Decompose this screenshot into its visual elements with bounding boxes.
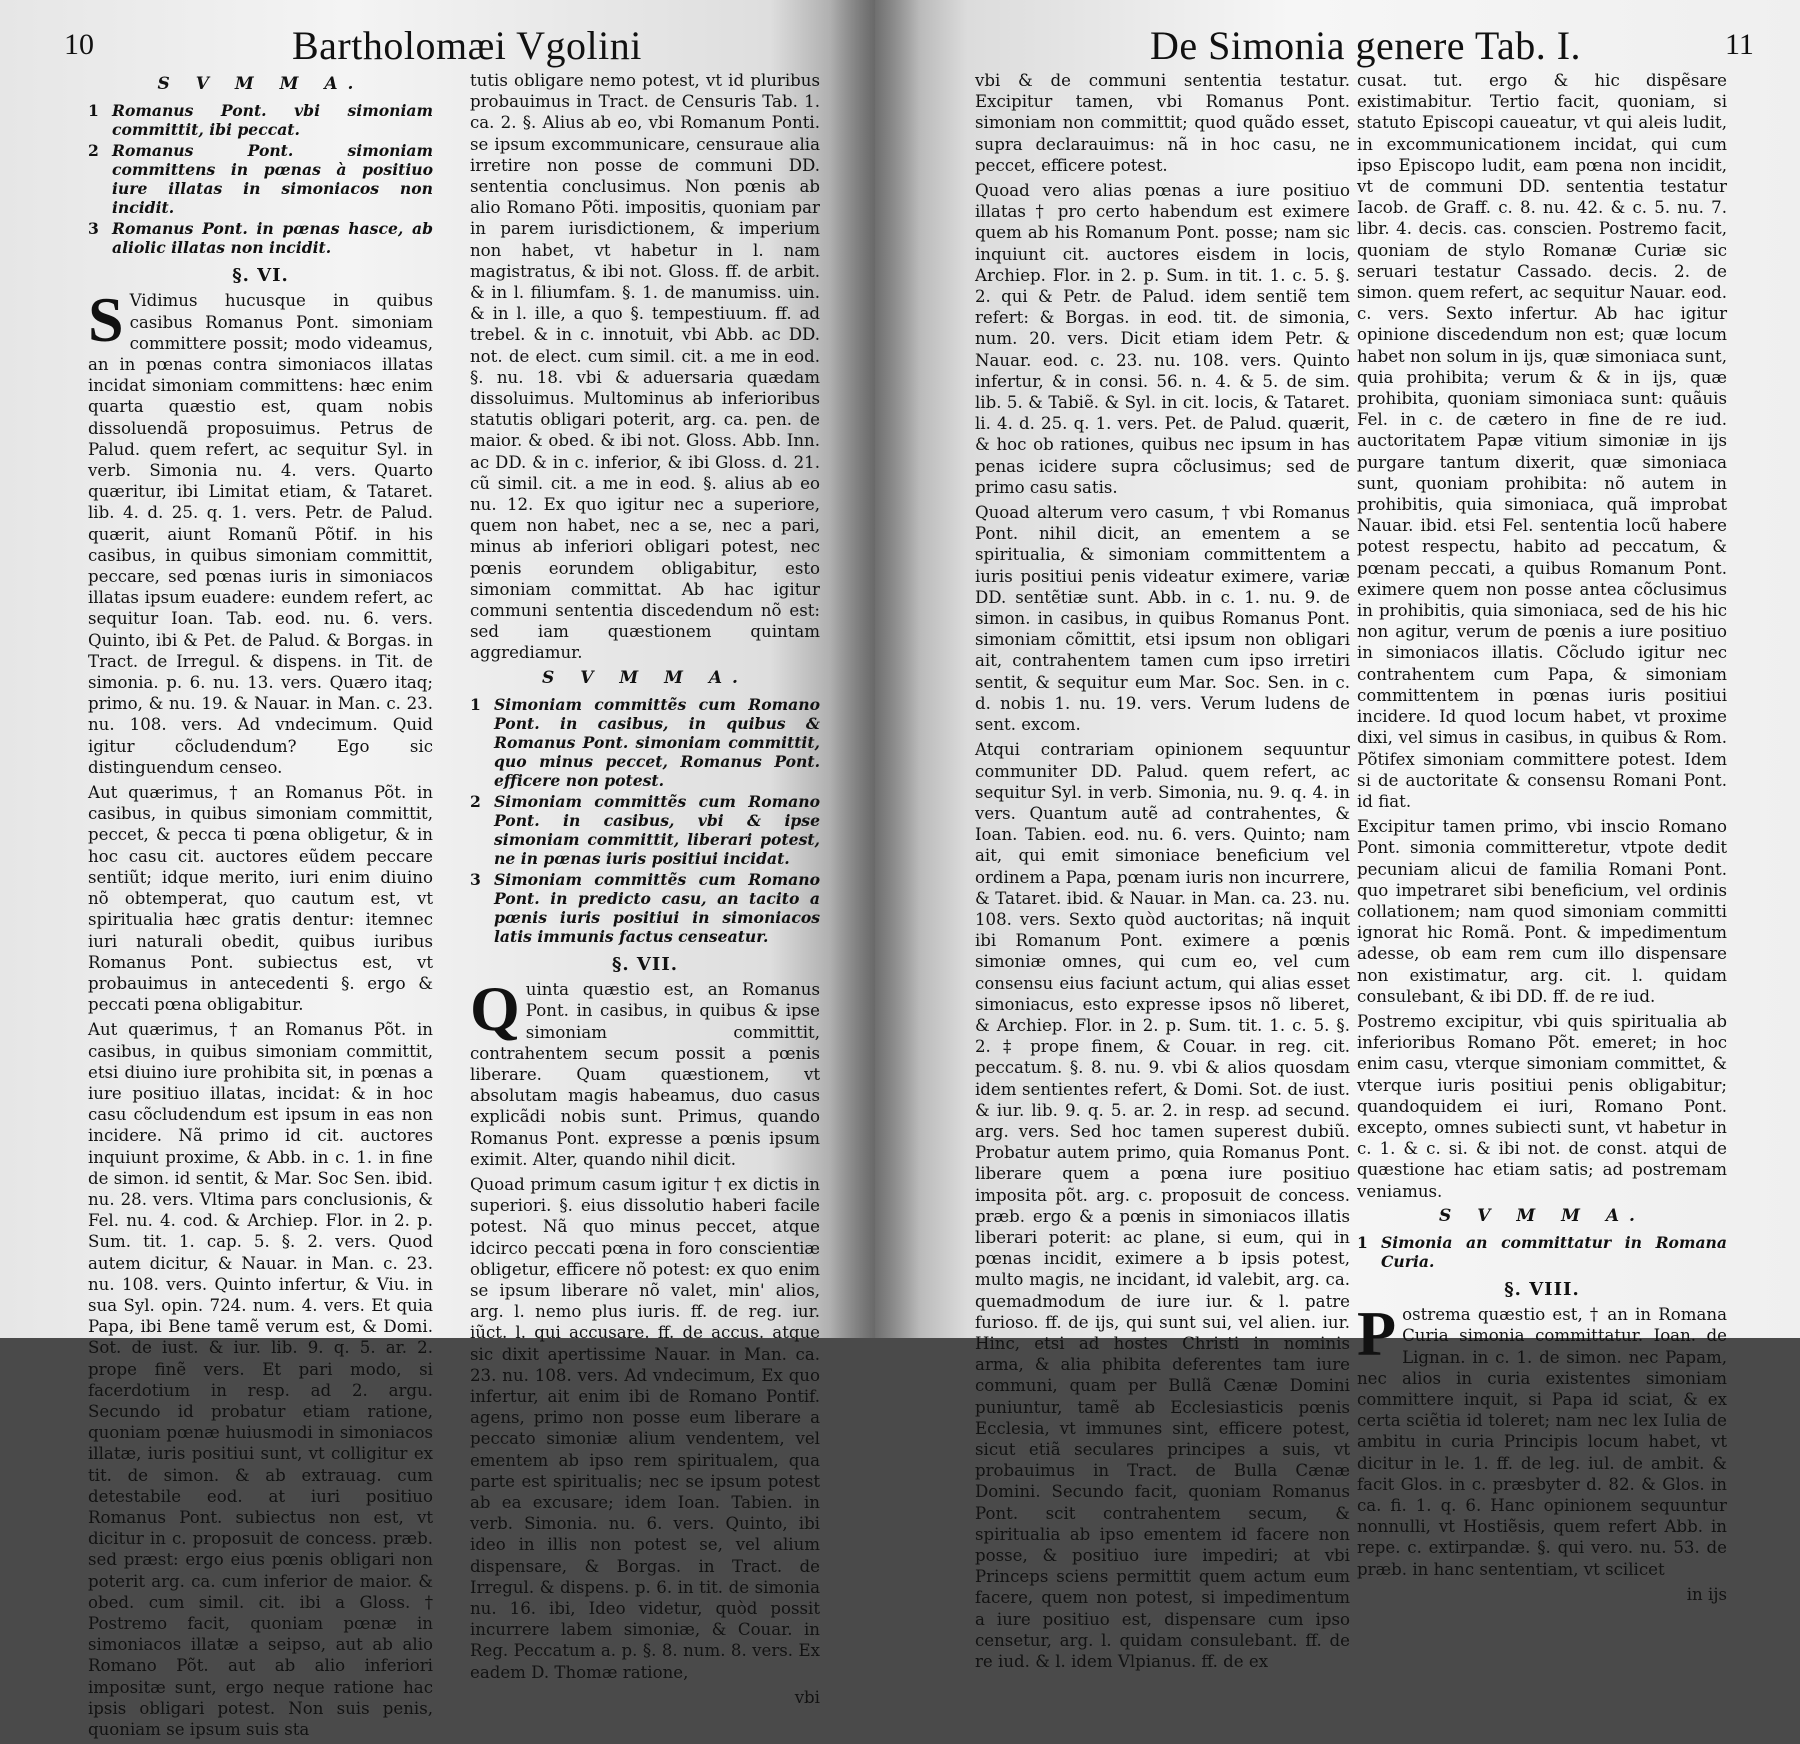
summa-item [470, 695, 820, 790]
right-page [875, 0, 1800, 1672]
paragraph-text: uinta quæstio est, an Romanus Pont. in casibus, in quibus & ipse simoniam committit, contrahentem secum possit a pœnis liberare. Quam quæstionem, vt absolutam magis habeamus, duo casus explicãdi nobis sunt. Primus, quando Romanus Pont. expresse a pœnis ipsum eximit. Alter, quando nihil dicit. [470, 980, 820, 1169]
text-column-2 [470, 70, 820, 1708]
paragraph [1357, 1298, 1727, 1580]
paragraph: Quoad alterum vero casum, † vbi Romanus Pont. nihil dicit, an ementem a se spiritualia, & simoniam committentem a iuris positiui penis videatur eximere, variæ DD. sentẽtiæ sunt. Abb. in c. 1. nu. 9. de simon. in casibus, in quibus Romanus Pont. simoniam cõmittit, etsi ipsum non obligari ait, contrahentem tamen cum ipso irretiri sentit, & sequitur eum Mar. Soc. Sen. in c. d. nobis 1. nu. 19. vers. Verum ludens de sent. excom. [975, 503, 1350, 735]
drop-cap: S [88, 284, 124, 356]
text-column-1 [88, 70, 433, 1744]
summa-item [1357, 1233, 1727, 1271]
running-title: De Simonia genere Tab. I. [1150, 23, 1582, 68]
section-heading: §. VII. [611, 953, 679, 975]
paragraph: Excipitur tamen primo, vbi inscio Romano Pont. simonia committeretur, vtpote dedit pecuniam alicui de familia Romani Pont. quo impetraret sibi beneficium, vel ordinis collationem; nam quod simoniam committi ignorat hic Romã. Pont. & impedimentum adesse, ob eam rem cum illo dispensare non existimatur, arg. cit. l. quidam consulebant, & ibi DD. ff. de re iud. [1357, 817, 1727, 1006]
item-text: Simonia an committatur in Romana Curia. [1381, 1232, 1727, 1271]
paragraph [470, 973, 820, 1170]
item-number: 2 [470, 791, 481, 811]
summa-heading: S V M M A. [1439, 1205, 1645, 1226]
item-number: 1 [88, 101, 99, 121]
paragraph: Atqui contrariam opinionem sequuntur communiter DD. Palud. quem refert, ac sequitur Syl. in verb. Simonia, nu. 9. q. 4. in vers. Quantum autẽ ad contrahentes, & Ioan. Tabien. eod. nu. 6. vers. Quinto; nam ait, qui emit simoniace beneficium vel ordinem a Papa, pœnam iuris non incurrere, & Tataret. ibid. & Nauar. in Man. ca. 23. nu. 108. vers. Sexto quòd auctoritas; nã inquit ibi Romanum Pont. eximere a pœnis simoniæ omnes, qui cum eo, vel cum consensu eius faciunt actum, qui alias esset simoniacus, esto expresse ipsos nõ liberet, & Archiep. Flor. in 2. p. Sum. tit. 1. c. 5. §. 2. ‡ prope finem, & Couar. in reg. cit. peccatum. §. 8. nu. 9. vbi & alios quosdam idem sentientes refert, & Domi. Sot. de iust. & iur. lib. 9. q. 5. ar. 2. in resp. ad secund. arg. vers. Sed hoc tamen superest dubiũ. Probatur autem primo, quia Romanus Pont. liberare quem a pœna iure positiuo imposita põt. arg. c. proposuit de concess. præb. ergo & a pœnis in simoniacos illatis liberari poterit: ac plane, si eum, qui in pœnas incidit, eximere a b ipsis potest, multo magis, ne incidant, id valebit, arg. ca. quemadmodum de iure iur. & l. patre furioso. ff. de ijs, qui sunt sui, vel alien. iur. Hinc, etsi ad hostes Christi in nominis arma, & alia phibita deferentes tam iure communi, quam per Bullã Cænæ Domini puniuntur, tamẽ ab Ecclesiasticis pœnis Ecclesia, vt immunes sint, efficere potest, sicut etiã seculares principes a suis, vt probauimus in Tract. de Bulla Cænæ Domini. Secundo facit, quoniam Romanus Pont. scit contrahentem secum, & spiritualia ab ipso ementem id facere non posse, & positiuo iure impediri; at vbi Princeps sciens permittit quem actum eum facere, quem non potest, si impedimentum a iure positiuo est, dispensare cum ipso censetur, arg. l. quidam consulebant. ff. de re iud. & l. idem Vlpianus. ff. de ex [975, 740, 1350, 1672]
item-number: 1 [470, 694, 481, 714]
paragraph [88, 284, 433, 778]
paragraph-text: Vidimus hucusque in quibus casibus Romanus Pont. simoniam committere possit; modo videamus, an in pœnas contra simoniacos illatas incidat simoniam committens: hæc enim quarta quæstio est, quam nobis dissoluendã proposuimus. Petrus de Palud. quem refert, ac sequitur Syl. in verb. Simonia nu. 4. vers. Quarto quæritur, ibi Limitat etiam, & Tataret. lib. 4. d. 25. q. 1. vers. Petr. de Palud. quærit, aiunt Romanũ Põtif. in his casibus, in quibus simoniam committit, peccare, sed pœnas iuris in simoniacos illatas ipsum euadere: eundem refert, ac sequitur Ioan. Tab. eod. nu. 6. vers. Quinto, ibi & Pet. de Palud. & Borgas. in Tract. de Irregul. & dispens. in Tit. de simonia. p. 6. nu. 13. vers. Quæro itaq; primo, & nu. 19. & Nauar. in Man. c. 23. nu. 108. vers. Ad vndecimum. Quid igitur cõcludendum? Ego sic distinguendum censeo. [88, 291, 433, 777]
paragraph: cusat. tut. ergo & hic dispẽsare existimabitur. Tertio facit, quoniam, si statuto Episcopi caueatur, vt qui aleis ludit, in excommunicationem incidat, qui cum ipso Episcopo ludit, eam pœna non incidit, vt de communi DD. sententia testatur Iacob. de Graff. c. 8. nu. 42. & c. 5. nu. 7. libr. 4. decis. cas. conscien. Postremo facit, quoniam de stylo Romanæ Curiæ sic seruari testatur Cassado. decis. 2. de simon. quem refert, ac sequitur Nauar. eod. c. vers. Sexto infertur. Ab hac igitur opinione discedendum non est; quæ locum habet non solum in ijs, quæ simoniaca sunt, quia prohibita; verum & & in ijs, quæ prohibita, quoniam simoniaca sunt: quãuis Fel. in c. de cætero in fine de re iud. auctoritatem Papæ vitium simoniæ in ijs purgare tantum dixerit, quæ simoniaca sunt, quoniam prohibita: nõ autem in prohibitis, quia simoniaca, quã improbat Nauar. ibid. etsi Fel. sententia locũ habere potest respectu, habito ad peccatum, & pœnam peccati, a quibus Romanum Pont. eximere quem non posse antea cõclusimus in prohibitis, quia simoniaca, sed de his hic non agitur, verum de pœnis a iure positiuo in simoniacos illatis. Cõcludo igitur nec contrahentem cum Papa, & simoniam committentem in pœnas iuris positiui incidere. Id quod locum habet, vt proxime dixi, vel simus in casibus, in quibus & Rom. Põtifex simoniam committere potest. Idem si de auctoritate & consensu Romani Pont. id fiat. [1357, 71, 1727, 811]
summa-item [470, 792, 820, 868]
item-text: Simoniam committẽs cum Romano Pont. in casibus, vbi & ipse simoniam committit, liberari potest, ne in pœnas iuris positiui incidat. [494, 791, 820, 868]
paragraph: vbi & de communi sententia testatur. Excipitur tamen, vbi Romanus Pont. simoniam non committit; quod quãdo esset, supra declarauimus: nã in hoc casu, ne peccet, efficere potest. [975, 71, 1350, 175]
item-number: 3 [88, 219, 99, 239]
text-column-2 [1357, 70, 1727, 1605]
page-number: 11 [1725, 28, 1754, 61]
item-number: 3 [470, 869, 481, 889]
summa-heading: S V M M A. [157, 74, 364, 94]
paragraph-text: ostrema quæstio est, † an in Romana Curia simonia committatur. Ioan. de Lignan. in c. 1. de simon. nec Papam, nec alios in curia existentes simoniam committere inquit, si Papa id sciat, & ex certa sciẽtia id toleret; nam nec lex Iulia de ambitu in curia Principis locum habet, vt dicitur in le. 1. ff. de leg. iul. de ambit. & facit Glos. in c. præsbyter d. 82. & Glos. in ca. fi. 1. q. 6. Hanc opinionem sequuntur nonnulli, vt Hostiẽsis, quem refert Abb. in repe. c. extirpandæ. §. qui vero. nu. 53. de præb. in hanc sententiam, vt scilicet [1357, 1305, 1727, 1579]
summa-item [88, 141, 433, 217]
summa-item [470, 870, 820, 946]
item-text: Romanus Pont. simoniam committens in pœnas à positiuo iure illatas in simoniacos non incidit. [112, 141, 433, 218]
item-number: 1 [1357, 1232, 1368, 1252]
paragraph: tutis obligare nemo potest, vt id pluribus probauimus in Tract. de Censuris Tab. 1. ca. 2. §. Alius ab eo, vbi Romanum Ponti. se ipsum excommunicare, censuraue alia irretire non posse de communi DD. sententia conclusimus. Non pœnis ab alio Romano Põti. impositis, quoniam par in parem iurisdictionem, & imperium non habet, vt habetur in l. nam magistratus, & ibi not. Gloss. ff. de arbit. & in l. filiumfam. §. 1. de manumiss. uin. & in l. ille, a quo §. tempestiuum. ff. ad trebel. & in c. innotuit, vbi Abb. ac DD. not. de elect. cum simil. cit. a me in eod. §. nu. 18. vbi & aduersaria quædam dissoluimus. Multominus ab inferioribus statutis obligari poterit, arg. ca. pen. de maior. & obed. & ibi not. Gloss. Abb. Inn. ac DD. & in c. inferior, & ibi Gloss. d. 21. cũ simil. cit. a me in eod. §. alius ab eo nu. 12. Ex quo igitur nec a superiore, quem non habet, nec a se, nec a pari, minus ab inferiori obligari potest, nec pœnis eorundem obligabitur, esto simoniam committat. Ab hac igitur communi sententia discedendum nõ est: sed iam quæstionem quintam aggrediamur. [470, 71, 820, 663]
catchword: vbi [794, 1687, 820, 1707]
item-text: Simoniam committẽs cum Romano Pont. in casibus, in quibus & Romanus Pont. simoniam committit, quo minus peccet, Romanus Pont. efficere non potest. [494, 694, 820, 790]
text-column-1 [975, 70, 1350, 1676]
item-text: Romanus Pont. in pœnas hasce, ab aliolic illatas non incidit. [112, 219, 433, 258]
section-heading: §. VIII. [1504, 1278, 1580, 1300]
drop-cap: P [1357, 1298, 1397, 1370]
summa-list [470, 695, 820, 946]
section-heading: §. VI. [232, 265, 289, 287]
page-number: 10 [64, 28, 94, 61]
summa-item [88, 101, 433, 139]
summa-list [1357, 1233, 1727, 1271]
paragraph: Aut quærimus, † an Romanus Põt. in casibus, in quibus simoniam committit, etsi diuino iure prohibita sit, in pœnas a iure positiuo illatas, incidat: & in hoc casu cõcludendum est ipsum in eas non incidere. Nã primo id cit. auctores inquiunt proxime, & Abb. in c. 1. in fine de simon. id sentit, & Mar. Soc Sen. ibid. nu. 28. vers. Vltima pars conclusionis, & Fel. nu. 4. cod. & Archiep. Flor. in 2. p. Sum. tit. 1. cap. 5. §. 2. vers. Quod autem dicitur, & Nauar. in Man. c. 23. nu. 108. vers. Quinto infertur, & Viu. in sua Syl. opin. 724. num. 4. vers. Et quia Papa, ibi Bene tamẽ verum est, & Domi. Sot. de iust. & iur. lib. 9. q. 5. ar. 2. prope finẽ vers. Et pari modo, si facerdotium in resp. ad 2. argu. Secundo id probatur etiam ratione, quoniam pœnæ huiusmodi in simoniacos illatæ, iuris positiui sunt, vt colligitur ex tit. de simon. & ab extrauag. cum detestabile eod. at iuri positiuo Romanus Pont. subiectus non est, vt dicitur in c. proposuit de concess. præb. sed præst: ergo eius pœnis obligari non poterit arg. ca. cum inferior de maior. & obed. cum simil. cit. ibi a Gloss. † Postremo facit, quoniam pœnæ in simoniacos illatæ a seipso, aut ab alio Romano Põt. aut ab alio inferiori impositæ sunt, ergo neque ratione hac ipsis obligari potest. Non suis penis, quoniam se ipsum suis sta [88, 1020, 433, 1740]
left-page [0, 0, 875, 1740]
paragraph: Quoad vero alias pœnas a iure positiuo illatas † pro certo habendum est eximere quem ab his Romanum Pont. posse; nam sic inquiunt cit. auctores eisdem in locis, Archiep. Flor. in 2. p. Sum. in tit. 1. c. 5. §. 2. qui & Petr. de Palud. idem sentiẽ tem refert: & Borgas. in eod. tit. de simonia, num. 20. vers. Dicit etiam idem Petr. & Nauar. eod. c. 23. nu. 108. vers. Quinto infertur, & in consi. 56. n. 4. & 5. de sim. lib. 5. & Tabiẽ. & Syl. in cit. locis, & Tataret. li. 4. d. 25. q. 1. vers. Pet. de Palud. quærit, & hoc ob rationes, quibus nec ipsum in has penas icidere supra cõclusimus; sed de primo casu satis. [975, 181, 1350, 497]
summa-list [88, 101, 433, 257]
catchword: in ijs [1686, 1584, 1727, 1604]
paragraph: Aut quærimus, † an Romanus Põt. in casibus, in quibus simoniam committit, peccet, & pecca ti pœna obligetur, & in hoc casu cit. auctores eũdem peccare sentiũt; idque merito, iuri enim diuino nõ obtemperat, quo cautum est, vt spiritualia hæc gratis dentur: itemnec iuri naturali obedit, quibus iuribus Romanus Pont. subiectus est, vt probauimus in antecedenti §. ergo & peccati pœna obligabitur. [88, 783, 433, 1015]
drop-cap: Q [470, 973, 520, 1045]
paragraph: Quoad primum casum igitur † ex dictis in superiori. §. eius dissolutio haberi facile potest. Nã quo minus peccet, atque idcirco peccati pœna in foro conscientiæ obligetur, efficere nõ potest: ex quo enim se ipsum liberare nõ valet, min' alios, arg. l. nemo plus iuris. ff. de reg. iur. iũct. l. qui accusare. ff. de accus. atque sic dixit apertissime Nauar. in Man. ca. 23. nu. 108. vers. Ad vndecimum, Ex quo infertur, ait enim ibi de Romano Pontif. agens, primo non posse eum liberare a peccato simoniæ alium vendentem, vel ementem ab ipso rem spiritualem, qua parte est spiritualis; nec se ipsum potest ab ea excusare; idem Ioan. Tabien. in verb. Simonia. nu. 6. vers. Quinto, ibi ideo in illis non potest se, vel alium dispensare, & Borgas. in Tract. de Irregul. & dispens. p. 6. in tit. de simonia nu. 16. ibi, Ideo videtur, quòd possit incurrere labem simoniæ, & Couar. in Reg. Peccatum a. p. §. 8. num. 8. vers. Ex eadem D. Thomæ ratione, [470, 1174, 820, 1682]
running-title: Bartholomæi Vgolini [292, 23, 642, 68]
item-text: Romanus Pont. vbi simoniam committit, ibi peccat. [112, 101, 433, 140]
summa-item [88, 219, 433, 257]
item-text: Simoniam committẽs cum Romano Pont. in predicto casu, an tacito a pœnis iuris positiui in simoniacos latis immunis factus censeatur. [494, 869, 820, 946]
item-number: 2 [88, 141, 99, 161]
summa-heading: S V M M A. [542, 667, 748, 688]
paragraph: Postremo excipitur, vbi quis spiritualia ab inferioribus Romano Põt. emeret; in hoc enim casu, vterque simoniam committet, & vterque iuris positiui penis obligabitur; quandoquidem ei iuri, Romano Pont. excepto, omnes subiecti sunt, vt habetur in c. 1. & c. si. & ibi not. de const. atqui de quæstione hac etiam satis; ad postremam veniamus. [1357, 1011, 1727, 1201]
